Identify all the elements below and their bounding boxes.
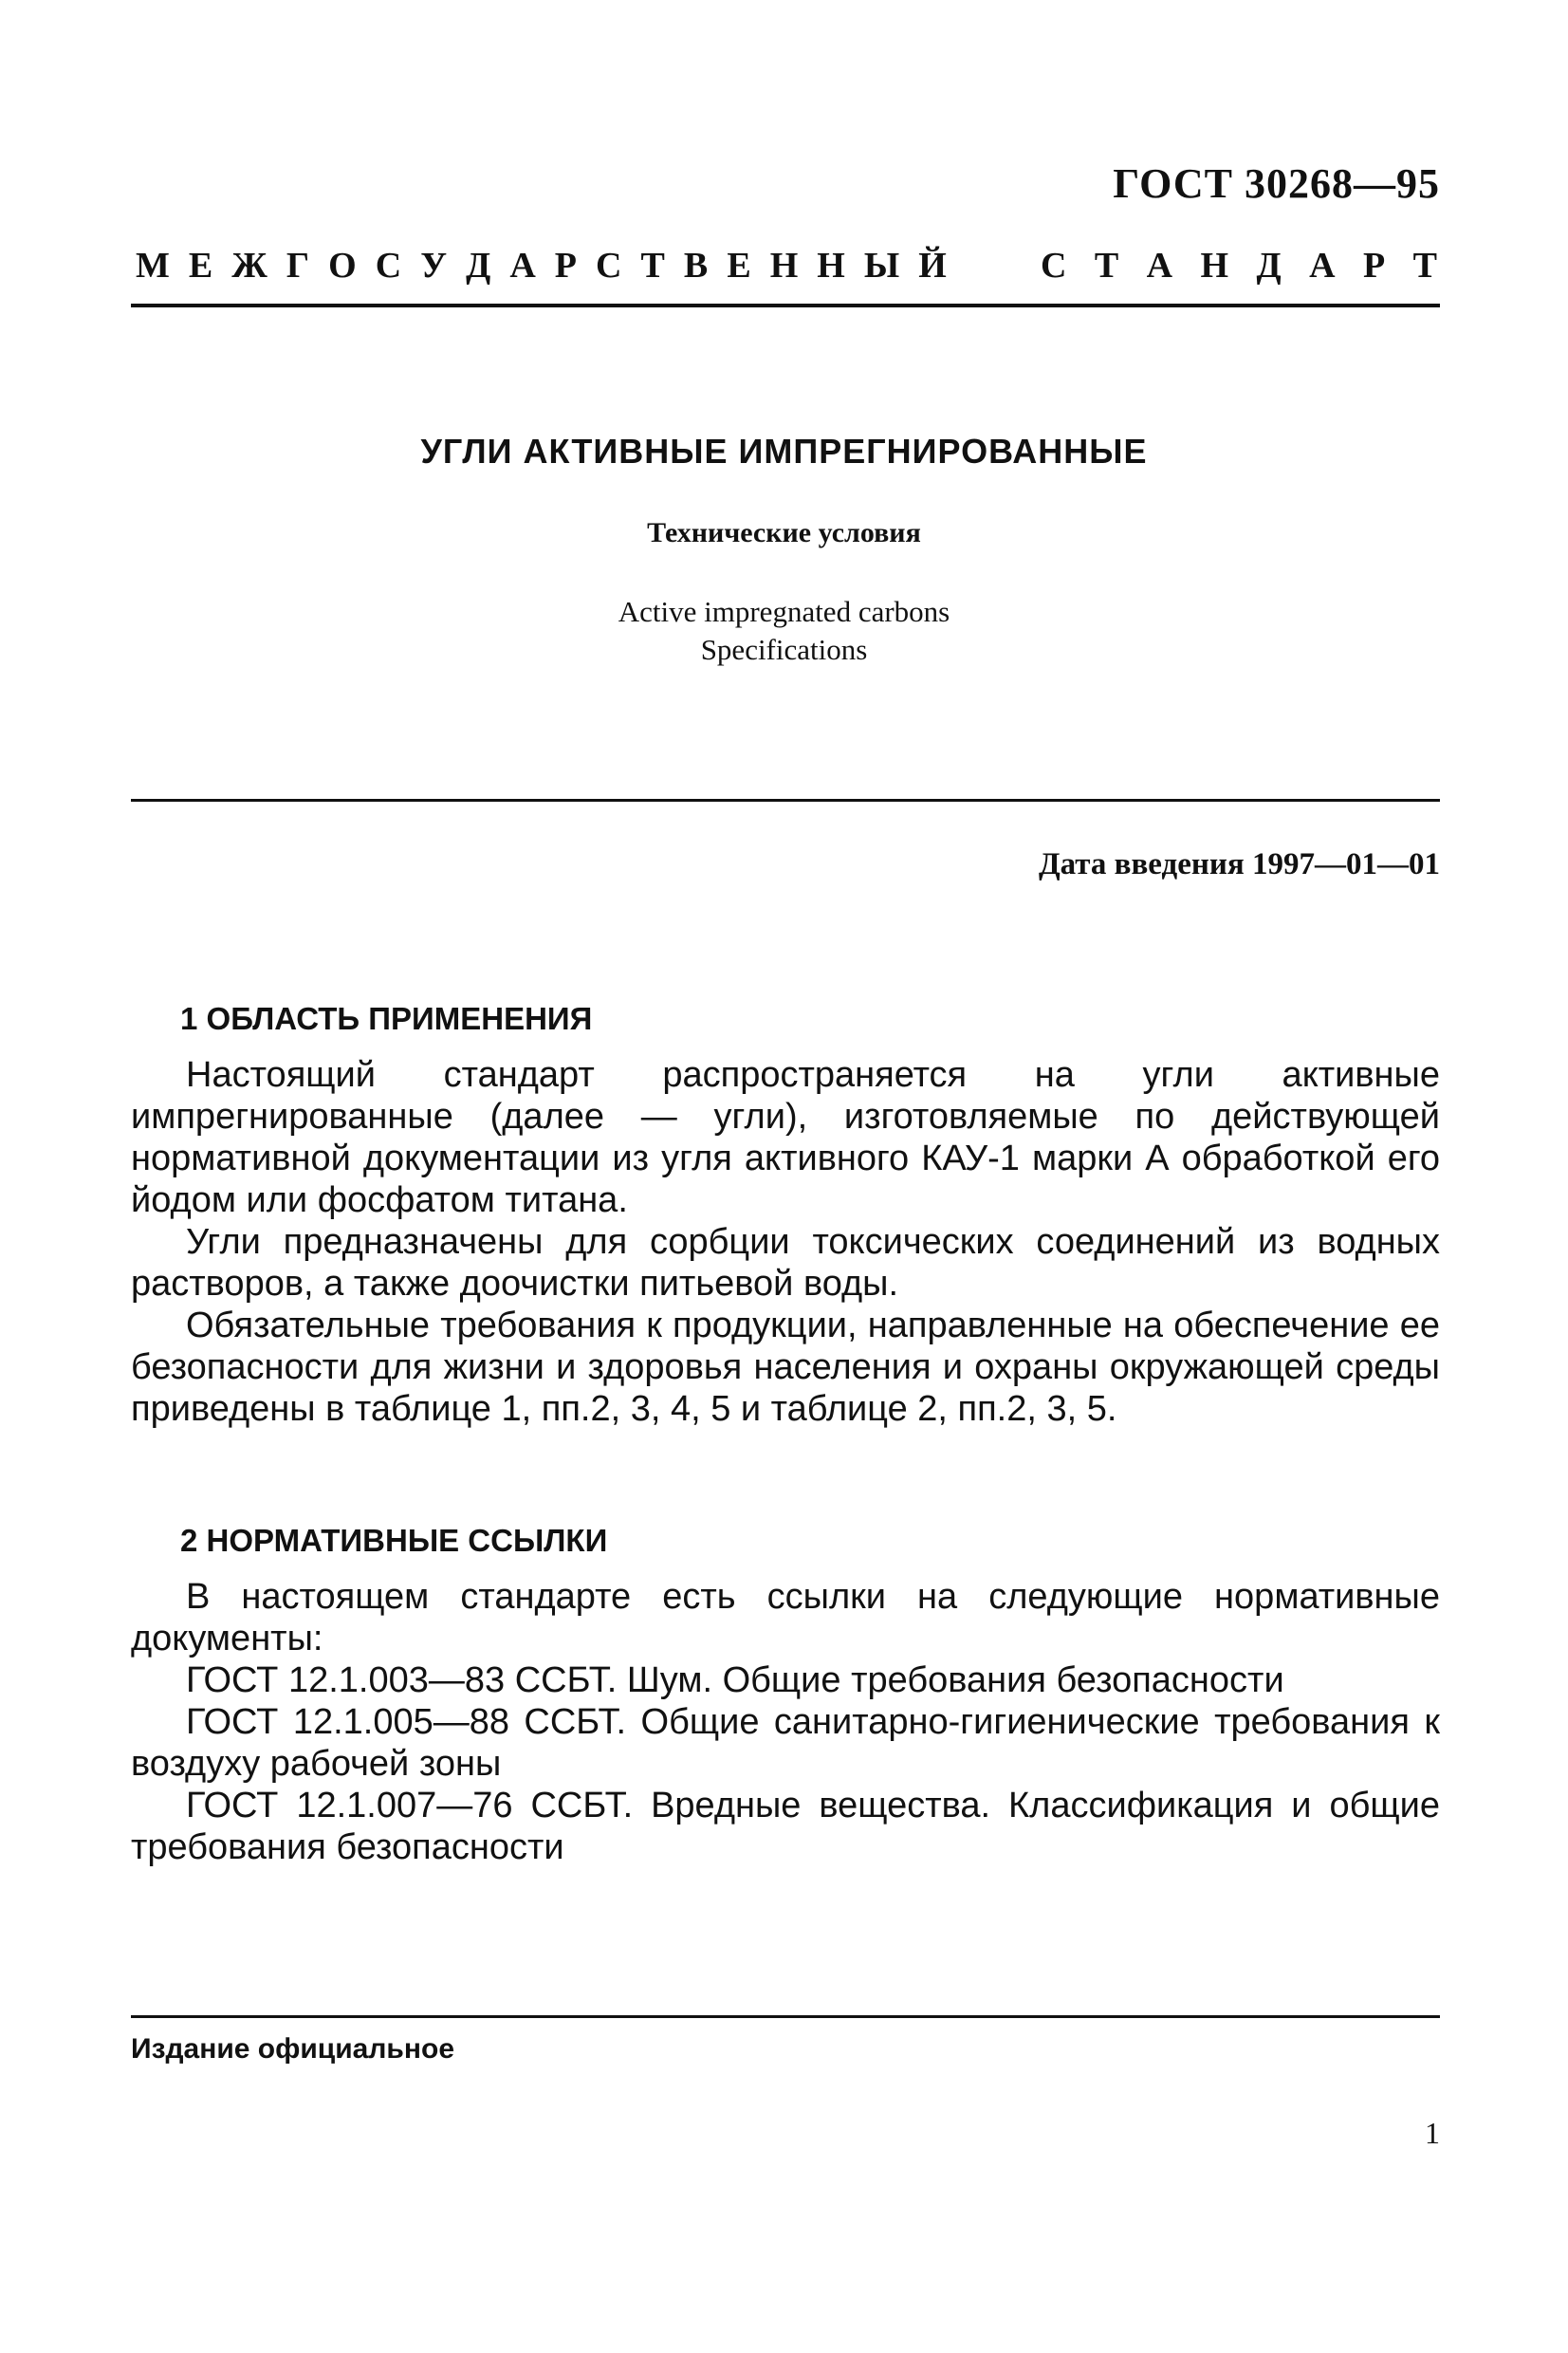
reference-item: ГОСТ 12.1.003—83 ССБТ. Шум. Общие требования безопасности bbox=[186, 1660, 1284, 1700]
page-number: 1 bbox=[1425, 2116, 1440, 2150]
standard-kind bbox=[136, 245, 1437, 287]
letter: С bbox=[596, 246, 622, 286]
letter: Й bbox=[918, 246, 947, 286]
paragraph: Угли предназначены для сорбции токсических соединений из водных растворов, а также доочистки питьевой воды. bbox=[131, 1222, 1440, 1304]
paragraph: Настоящий стандарт распространяется на угли активные импрегнированные (далее — угли), изготовляемые по действующей нормативной документации из угля активного КАУ-1 марки А обработкой его йодом или фосфатом титана. bbox=[131, 1055, 1440, 1220]
paragraph: Обязательные требования к продукции, направленные на обеспечение ее безопасности для жизни и здоровья населения и охраны окружающей среды приведены в таблице 1, пп.2, 3, 4, 5 и таблице 2, пп.2, 3, 5. bbox=[131, 1306, 1440, 1429]
document-title: УГЛИ АКТИВНЫЕ ИМПРЕГНИРОВАННЫЕ bbox=[420, 432, 1148, 471]
reference-item: ГОСТ 12.1.005—88 ССБТ. Общие санитарно-гигиенические требования к воздуху рабочей зоны bbox=[131, 1702, 1440, 1784]
letter: Д bbox=[1256, 246, 1282, 286]
letter: Р bbox=[1362, 246, 1386, 286]
letter: Т bbox=[640, 246, 665, 286]
letter: Д bbox=[466, 246, 491, 286]
header-divider bbox=[131, 304, 1440, 307]
letter: Ы bbox=[863, 246, 900, 286]
letter: Е bbox=[188, 246, 213, 286]
footer-divider bbox=[131, 2015, 1440, 2018]
section-references bbox=[131, 1523, 1440, 1868]
introduction-date: Дата введения 1997—01—01 bbox=[1038, 847, 1440, 881]
document-subtitle: Технические условия bbox=[647, 517, 921, 548]
paragraph: В настоящем стандарте есть ссылки на следующие нормативные документы: bbox=[131, 1577, 1440, 1658]
section-scope bbox=[131, 1001, 1440, 1430]
letter: В bbox=[683, 246, 709, 286]
letter: С bbox=[1041, 246, 1067, 286]
section-heading: 1 ОБЛАСТЬ ПРИМЕНЕНИЯ bbox=[180, 1001, 593, 1036]
letter: Е bbox=[727, 246, 751, 286]
letter: А bbox=[1309, 246, 1336, 286]
title-divider bbox=[131, 799, 1440, 802]
reference-item: ГОСТ 12.1.007—76 ССБТ. Вредные вещества. Классификация и общие требования безопасности bbox=[131, 1786, 1440, 1867]
standard-kind-word-2 bbox=[1041, 245, 1437, 287]
section-heading: 2 НОРМАТИВНЫЕ ССЫЛКИ bbox=[180, 1523, 608, 1558]
letter: Т bbox=[1412, 246, 1437, 286]
letter: Н bbox=[769, 246, 799, 286]
english-title-line-2: Specifications bbox=[700, 633, 868, 666]
letter: А bbox=[1146, 246, 1173, 286]
letter: Г bbox=[286, 246, 310, 286]
letter: А bbox=[509, 246, 536, 286]
english-title-line-1: Active impregnated carbons bbox=[618, 595, 950, 628]
letter: Н bbox=[817, 246, 845, 286]
letter: Р bbox=[554, 246, 578, 286]
official-edition-label: Издание официальное bbox=[131, 2033, 455, 2065]
english-title bbox=[0, 593, 1568, 669]
letter: Ж bbox=[231, 246, 267, 286]
letter: С bbox=[375, 246, 402, 286]
letter: М bbox=[136, 246, 170, 286]
letter: Т bbox=[1094, 246, 1119, 286]
letter: У bbox=[420, 246, 448, 286]
standard-kind-word-1 bbox=[136, 245, 947, 287]
letter: О bbox=[328, 246, 357, 286]
letter: Н bbox=[1200, 246, 1229, 286]
document-number: ГОСТ 30268—95 bbox=[1113, 160, 1440, 207]
